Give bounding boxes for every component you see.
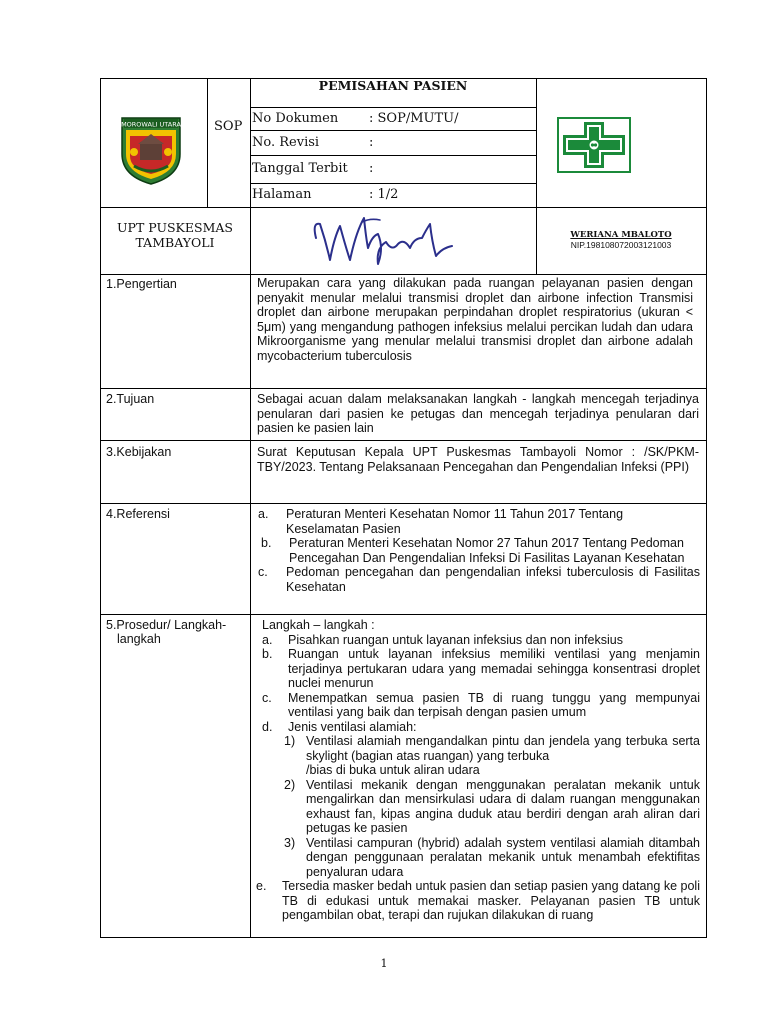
field-value-no-revisi: : xyxy=(369,135,374,150)
section-label-prosedur-line1: 5.Prosedur/ Langkah- xyxy=(106,618,227,632)
field-label-no-revisi: No. Revisi xyxy=(252,135,320,150)
list-text: Tersedia masker bedah untuk pasien dan setiap pasien yang datang ke poli TB di edukasi untuk memakai masker. Pelayanan pasien TB untuk pengambilan obat, terapi dan rujukan dilakukan di ruang xyxy=(282,879,700,922)
list-marker: b. xyxy=(262,647,273,661)
table-border-left xyxy=(100,78,101,938)
document-title: PEMISAHAN PASIEN xyxy=(318,78,468,93)
table-border-bottom xyxy=(100,937,706,938)
list-item xyxy=(256,565,700,594)
section-label-tujuan: 2.Tujuan xyxy=(106,392,155,406)
field-label-halaman: Halaman xyxy=(252,187,312,202)
table-rule xyxy=(100,614,706,615)
handwritten-signature xyxy=(306,208,456,274)
table-rule xyxy=(250,183,536,184)
table-rule xyxy=(207,78,208,208)
section-label-pengertian: 1.Pengertian xyxy=(106,277,177,291)
sub-list-item xyxy=(284,836,700,880)
table-rule xyxy=(250,155,536,156)
org-name-line2: TAMBAYOLI xyxy=(135,235,215,250)
list-marker: c. xyxy=(262,690,272,705)
org-name-line1: UPT PUSKESMAS xyxy=(117,220,233,235)
section-text-pengertian: Merupakan cara yang dilakukan pada ruangan pelayanan pasien dengan penyakit menular melalui transmisi droplet dan airbone infection Transmisi droplet dan airbone merupakan perpindahan droplet respiratorius (ukuran < 5μm) yang mengandung pathogen infeksius melalui percikan ludah dan udara Mikroorganisme yang menular melalui transmisi droplet dan airbone adalah mycobacterium tuberculosis xyxy=(257,276,693,363)
list-item xyxy=(256,633,700,648)
section-label-kebijakan: 3.Kebijakan xyxy=(106,445,172,459)
sub-list-marker: 3) xyxy=(284,835,296,850)
field-label-no-dokumen: No Dokumen xyxy=(252,111,339,126)
table-rule xyxy=(100,440,706,441)
sub-list-text: Ventilasi mekanik dengan menggunakan peralatan mekanik untuk mengalirkan dan mensirkulasi udara di dalam ruangan menggunakan exhaust fan, kipas angina duduk atau berdiri dengan arah aliran dari petugas ke pasien xyxy=(306,777,700,835)
table-border-right xyxy=(706,78,707,938)
sop-label: SOP xyxy=(214,119,243,134)
signer-name: WERIANA MBALOTO xyxy=(570,230,672,240)
sub-list-text: Ventilasi campuran (hybrid) adalah system ventilasi alamiah ditambah dengan penggunaan peralatan mekanik untuk menambah efektifitas penyaluran udara xyxy=(306,835,700,879)
sub-list-item xyxy=(284,778,700,836)
list-text: Peraturan Menteri Kesehatan Nomor 27 Tahun 2017 Tentang Pedoman Pencegahan Dan Pengendalian Infeksi Di Fasilitas Layanan Kesehatan xyxy=(289,536,685,565)
table-rule xyxy=(100,503,706,504)
list-text: Pedoman pencegahan dan pengendalian infeksi tuberculosis di Fasilitas Kesehatan xyxy=(286,565,700,594)
sub-list-text xyxy=(306,734,700,778)
regency-logo xyxy=(116,114,186,186)
prosedur-list xyxy=(256,618,700,923)
field-value-no-dokumen: : SOP/MUTU/ xyxy=(369,111,459,126)
sub-list-marker: 1) xyxy=(284,734,296,748)
list-marker: a. xyxy=(262,632,273,647)
sub-list-marker: 2) xyxy=(284,777,296,792)
sub-list-text-main: Ventilasi alamiah mengandalkan pintu dan jendela yang terbuka serta skylight (bagian atas ruangan) yang terbuka xyxy=(306,734,700,763)
list-marker: e. xyxy=(256,879,267,893)
list-item xyxy=(256,647,700,691)
list-text: Menempatkan semua pasien TB di ruang tunggu yang mempunyai ventilasi yang baik dan terpisah dengan pasien umum xyxy=(288,690,700,719)
list-text: Jenis ventilasi alamiah: xyxy=(288,719,417,734)
list-item xyxy=(256,879,700,923)
prosedur-intro: Langkah – langkah : xyxy=(262,618,375,632)
sub-list-text-extra: /bias di buka untuk aliran udara xyxy=(306,763,480,777)
list-text: Ruangan untuk layanan infeksius memiliki ventilasi yang menjamin terjadinya pertukaran udara yang memadai sehingga konsentrasi droplet nuclei menurun xyxy=(288,647,700,690)
list-marker: c. xyxy=(258,565,268,579)
table-rule xyxy=(100,274,706,275)
list-item xyxy=(256,536,700,565)
list-item xyxy=(256,720,700,735)
list-item xyxy=(256,691,700,720)
puskesmas-logo xyxy=(557,117,631,173)
signer-nip: NIP.198108072003121003 xyxy=(570,240,672,250)
field-value-halaman: : 1/2 xyxy=(369,187,399,202)
section-text-tujuan: Sebagai acuan dalam melaksanakan langkah - langkah mencegah terjadinya penularan dari pasien ke petugas dan mencegah terjadinya penularan dari pasien ke pasien lain xyxy=(257,392,699,435)
list-marker: b. xyxy=(261,536,272,550)
logo-text: MOROWALI UTARA xyxy=(121,120,181,129)
field-label-tanggal-terbit: Tanggal Terbit xyxy=(252,161,348,176)
list-item xyxy=(256,507,700,536)
section-label-referensi: 4.Referensi xyxy=(106,507,170,521)
section-text-kebijakan: Surat Keputusan Kepala UPT Puskesmas Tambayoli Nomor : /SK/PKM-TBY/2023. Tentang Pelaksanaan Pencegahan dan Pengendalian Infeksi (PPI) xyxy=(257,445,699,474)
list-marker: d. xyxy=(262,719,273,734)
table-rule xyxy=(250,78,251,938)
sub-list-item xyxy=(284,734,700,778)
table-rule xyxy=(250,130,536,131)
list-text: Peraturan Menteri Kesehatan Nomor 11 Tahun 2017 Tentang Keselamatan Pasien xyxy=(286,507,624,536)
field-value-tanggal-terbit: : xyxy=(369,161,374,176)
table-rule xyxy=(100,388,706,389)
table-rule xyxy=(250,107,536,108)
list-marker: a. xyxy=(258,507,269,521)
referensi-list xyxy=(256,507,700,594)
list-text: Pisahkan ruangan untuk layanan infeksius dan non infeksius xyxy=(288,632,623,647)
page-number: 1 xyxy=(380,957,388,970)
section-label-prosedur-line2: langkah xyxy=(117,632,161,646)
